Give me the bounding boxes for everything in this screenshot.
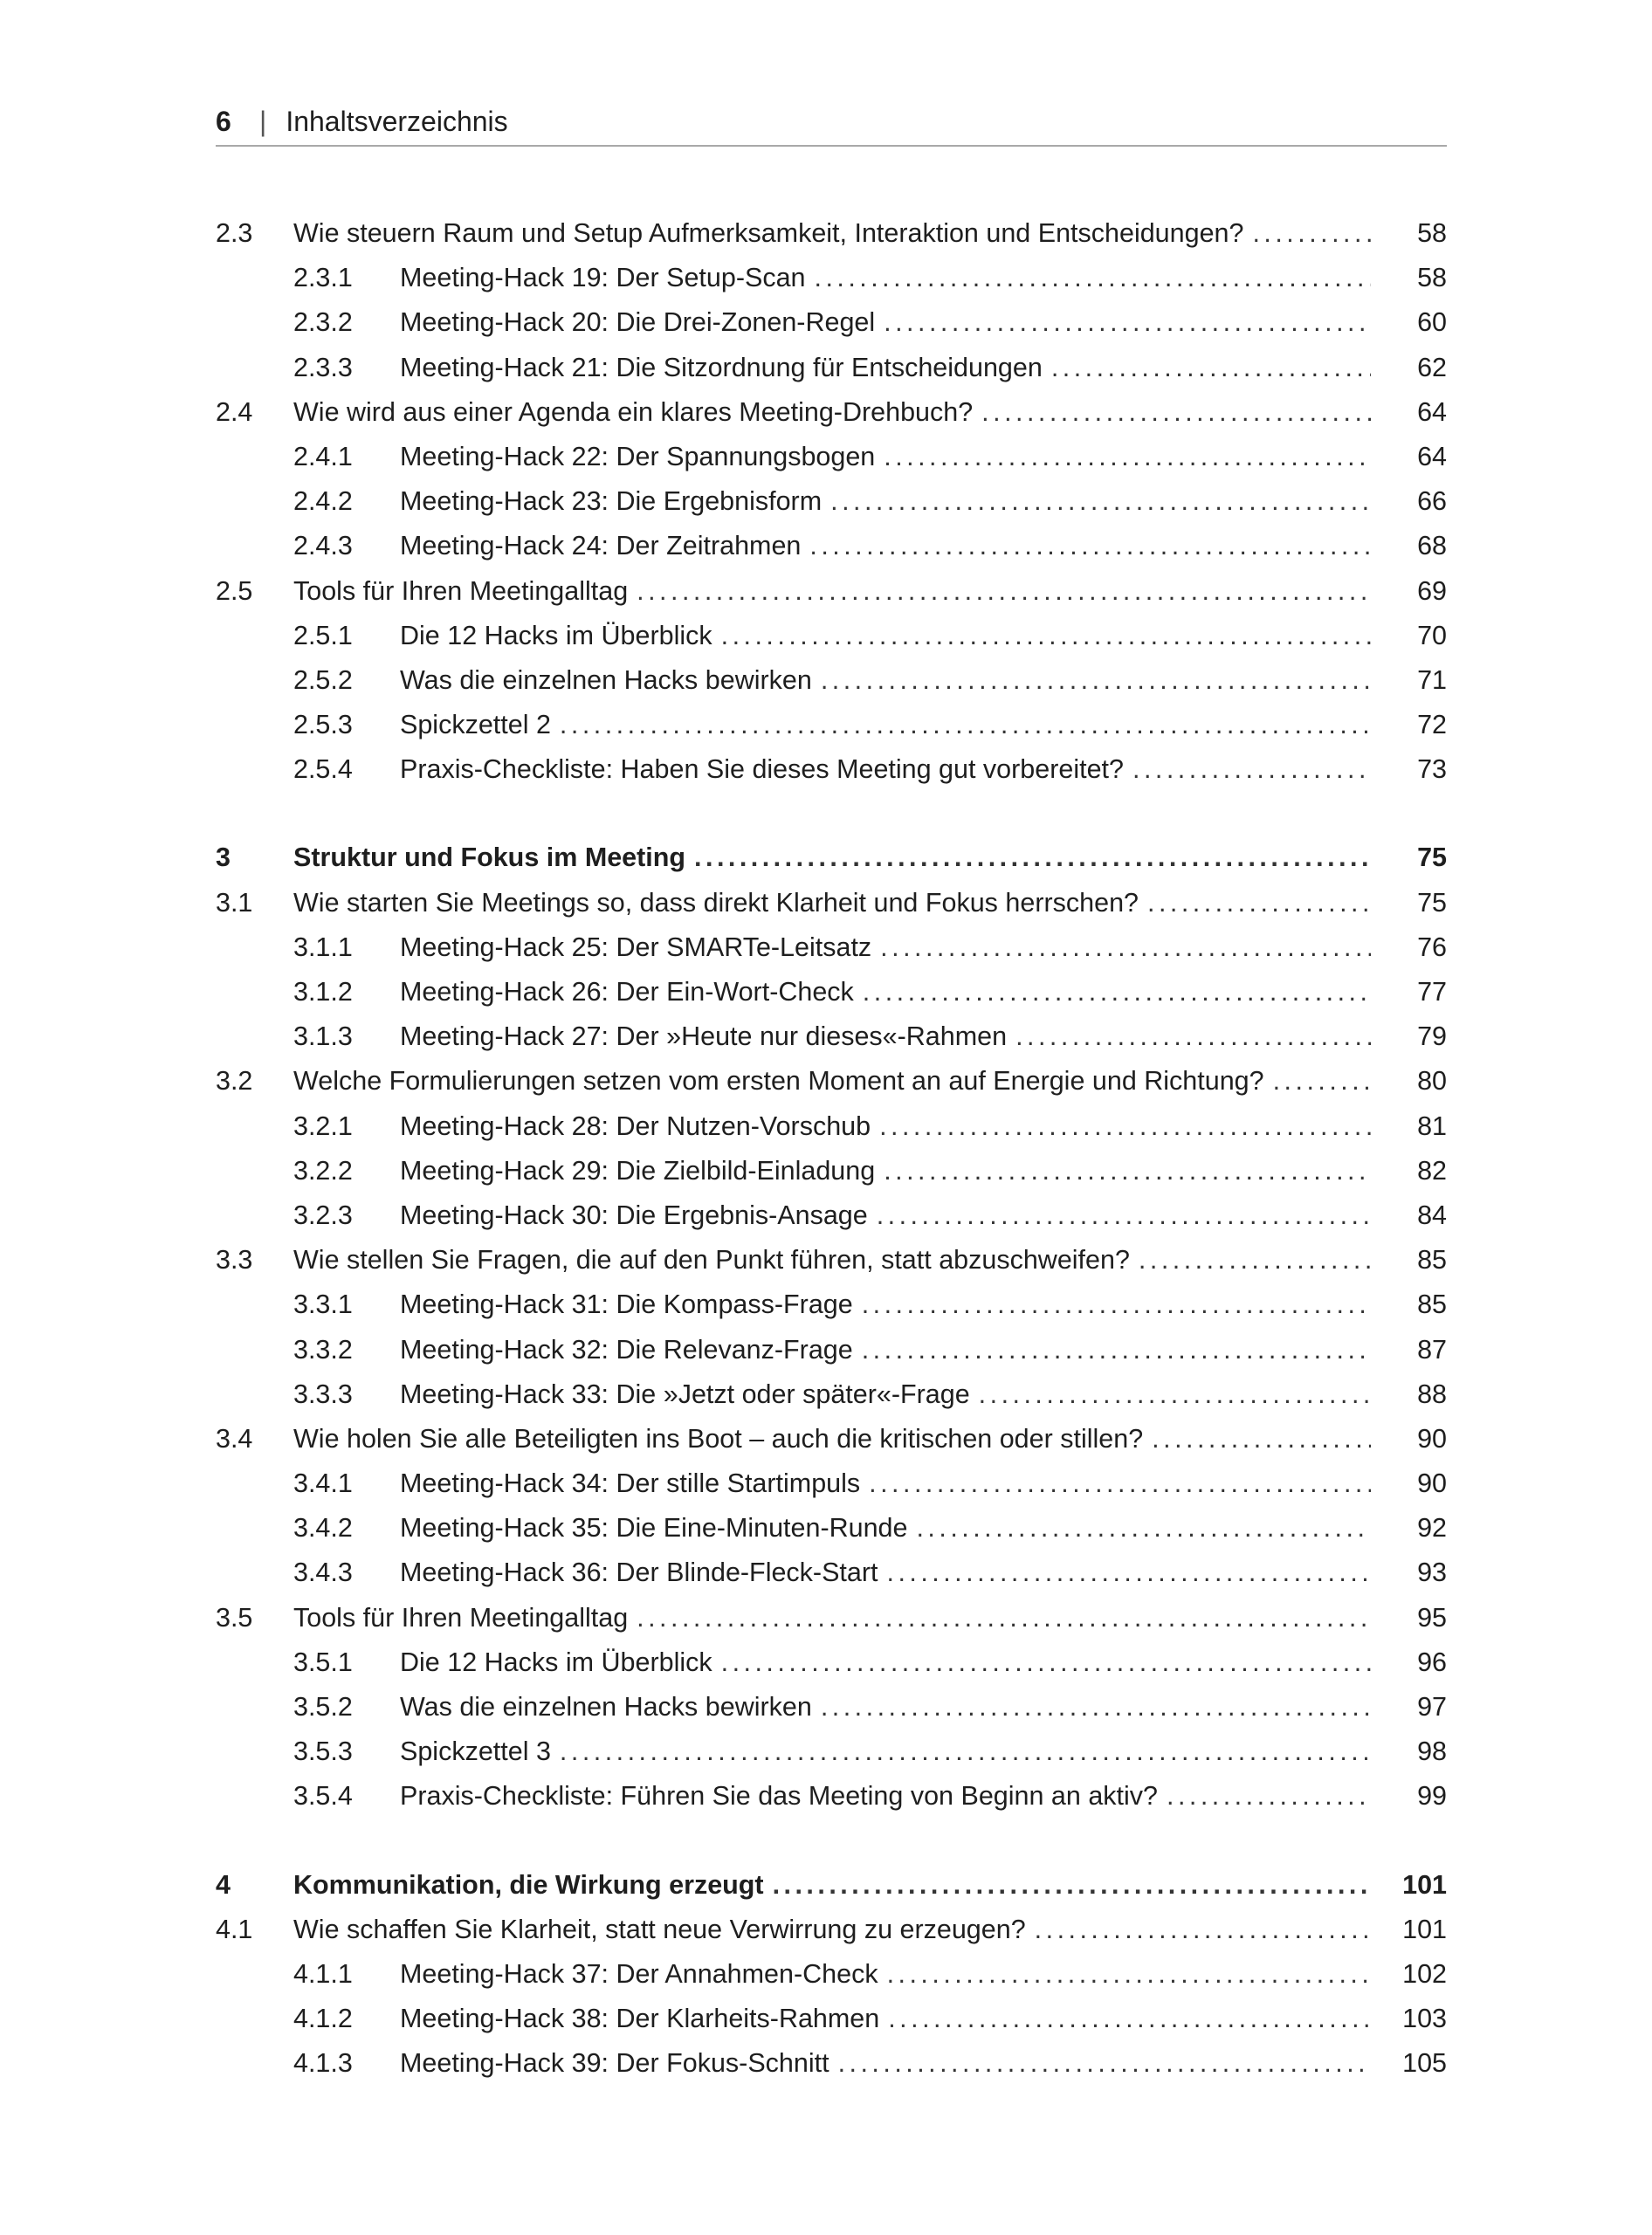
toc-entry[interactable]	[0, 1908, 1652, 1952]
toc-entry-page: 58	[1417, 218, 1447, 248]
toc-entry-page: 101	[1402, 1914, 1447, 1944]
toc-entry-number: 3.3.1	[293, 1289, 353, 1320]
toc-entry-number: 3.3.3	[293, 1379, 353, 1409]
dot-leader	[979, 1379, 1371, 1410]
toc-entry[interactable]	[0, 1774, 1652, 1819]
toc-entry-number: 4.1.1	[293, 1958, 353, 1989]
toc-entry[interactable]	[0, 435, 1652, 479]
toc-entry-number: 3.1	[216, 887, 253, 918]
dot-leader	[1139, 1245, 1371, 1276]
toc-entry-title-line	[400, 754, 1371, 785]
toc-entry-title: Meeting-Hack 38: Der Klarheits-Rahmen	[400, 2004, 880, 2034]
toc-entry-page: 99	[1417, 1781, 1447, 1812]
toc-entry[interactable]	[0, 346, 1652, 390]
dot-leader	[916, 1513, 1371, 1544]
toc-entry-page: 64	[1417, 441, 1447, 471]
toc-entry[interactable]	[0, 2041, 1652, 2086]
toc-entry-title-line	[400, 1111, 1371, 1142]
dot-leader	[1167, 1781, 1371, 1812]
dot-leader	[721, 1647, 1371, 1678]
toc-entry-title-line	[293, 1066, 1371, 1097]
toc-entry-title: Meeting-Hack 35: Die Eine-Minuten-Runde	[400, 1513, 908, 1544]
toc-entry[interactable]	[0, 1283, 1652, 1327]
toc-entry[interactable]	[0, 1640, 1652, 1685]
toc-entry-number: 2.3.1	[293, 263, 353, 293]
toc-entry-page: 73	[1417, 754, 1447, 785]
toc-entry-title-line	[400, 1156, 1371, 1186]
dot-leader	[981, 397, 1371, 428]
toc-entry-title-line	[400, 1647, 1371, 1678]
toc-entry-title-line	[400, 486, 1371, 517]
toc-entry-number: 2.5.3	[293, 710, 353, 740]
toc-entry-page: 82	[1417, 1155, 1447, 1186]
toc-entry-title-line	[400, 665, 1371, 696]
toc-entry-title-line	[400, 1379, 1371, 1410]
toc-entry-number: 2.5.2	[293, 664, 353, 695]
toc-entry-title: Meeting-Hack 24: Der Zeitrahmen	[400, 531, 802, 561]
dot-leader	[863, 977, 1371, 1007]
toc-entry[interactable]	[0, 256, 1652, 300]
toc-entry-title: Meeting-Hack 20: Die Drei-Zonen-Regel	[400, 307, 876, 338]
toc-entry-title-line	[293, 1915, 1371, 1945]
dot-leader	[884, 307, 1371, 338]
table-of-contents	[0, 211, 1652, 2087]
dot-leader	[721, 621, 1371, 651]
toc-entry-number: 2.4.3	[293, 531, 353, 561]
toc-entry-page: 85	[1417, 1289, 1447, 1320]
dot-leader	[809, 531, 1371, 561]
toc-entry-number: 3.3	[216, 1245, 253, 1276]
toc-entry-page: 81	[1417, 1111, 1447, 1141]
toc-entry-page: 80	[1417, 1066, 1447, 1097]
toc-entry[interactable]	[0, 211, 1652, 256]
toc-entry[interactable]	[0, 1417, 1652, 1461]
toc-entry-number: 3.5.3	[293, 1736, 353, 1767]
dot-leader	[1252, 218, 1371, 249]
toc-entry[interactable]	[0, 1104, 1652, 1149]
dot-leader	[884, 442, 1371, 472]
toc-entry-title: Praxis-Checkliste: Führen Sie das Meeting von Beginn an aktiv?	[400, 1781, 1158, 1812]
toc-entry-title-line	[293, 576, 1371, 607]
toc-entry-title: Meeting-Hack 30: Die Ergebnis-Ansage	[400, 1200, 868, 1230]
toc-entry[interactable]	[0, 614, 1652, 658]
toc-entry-title: Was die einzelnen Hacks bewirken	[400, 664, 812, 695]
toc-entry-page: 88	[1417, 1379, 1447, 1409]
toc-entry[interactable]	[0, 658, 1652, 703]
toc-entry[interactable]	[0, 1238, 1652, 1283]
toc-entry-page: 98	[1417, 1736, 1447, 1767]
running-header	[216, 98, 1447, 147]
toc-entry-title: Meeting-Hack 28: Der Nutzen-Vorschub	[400, 1111, 871, 1141]
toc-entry-page: 75	[1417, 887, 1447, 918]
toc-entry-page: 90	[1417, 1423, 1447, 1454]
toc-entry-page: 90	[1417, 1468, 1447, 1499]
dot-leader	[1015, 1021, 1371, 1052]
toc-entry-title: Die 12 Hacks im Überblick	[400, 620, 712, 650]
toc-entry-number: 3.2.3	[293, 1200, 353, 1230]
toc-entry-number: 3.1.3	[293, 1021, 353, 1052]
dot-leader	[560, 1736, 1371, 1767]
toc-entry-page: 95	[1417, 1602, 1447, 1633]
dot-leader	[838, 2048, 1371, 2079]
toc-entry-number: 3.4	[216, 1423, 253, 1454]
dot-leader	[637, 1603, 1371, 1633]
toc-entry-page: 76	[1417, 932, 1447, 962]
toc-entry[interactable]	[0, 747, 1652, 792]
toc-entry-title: Meeting-Hack 22: Der Spannungsbogen	[400, 441, 876, 471]
toc-entry-page: 103	[1402, 2004, 1447, 2034]
toc-entry-number: 2.3.2	[293, 307, 353, 338]
toc-entry-title: Meeting-Hack 23: Die Ergebnisform	[400, 486, 823, 517]
dot-leader	[560, 710, 1371, 740]
toc-entry-page: 87	[1417, 1334, 1447, 1365]
dot-leader	[862, 1289, 1371, 1320]
toc-entry-number: 3.5.2	[293, 1692, 353, 1722]
toc-entry-page: 75	[1417, 842, 1447, 873]
toc-entry-title-line	[400, 263, 1371, 293]
dot-leader	[862, 1335, 1371, 1365]
toc-entry-title-line	[400, 1692, 1371, 1723]
toc-entry[interactable]	[0, 881, 1652, 925]
toc-entry[interactable]	[0, 1506, 1652, 1551]
toc-entry-title: Tools für Ihren Meetingalltag	[293, 1602, 629, 1633]
toc-entry-title: Kommunikation, die Wirkung erzeugt	[293, 1869, 764, 1900]
dot-leader	[884, 1156, 1371, 1186]
toc-entry-title: Meeting-Hack 19: Der Setup-Scan	[400, 263, 806, 293]
toc-entry[interactable]	[0, 970, 1652, 1014]
toc-entry-title: Meeting-Hack 33: Die »Jetzt oder später«-Frage	[400, 1379, 970, 1409]
toc-entry-title-line	[400, 710, 1371, 740]
toc-entry-number: 3.2	[216, 1066, 253, 1097]
toc-entry-title: Wie starten Sie Meetings so, dass direkt Klarheit und Fokus herrschen?	[293, 887, 1139, 918]
toc-entry-page: 96	[1417, 1647, 1447, 1677]
toc-entry-title-line	[293, 842, 1371, 873]
toc-entry-title-line	[400, 307, 1371, 338]
dot-leader	[877, 1200, 1371, 1231]
dot-leader	[879, 1111, 1371, 1142]
toc-entry-title-line	[400, 1558, 1371, 1588]
toc-entry-number: 2.3	[216, 218, 253, 248]
toc-entry-title-line	[400, 1513, 1371, 1544]
toc-entry-number: 2.4.1	[293, 441, 353, 471]
toc-entry-number: 4.1.2	[293, 2004, 353, 2034]
toc-entry-title-line	[293, 1424, 1371, 1454]
toc-entry-page: 64	[1417, 396, 1447, 427]
toc-entry-number: 2.5.4	[293, 754, 353, 785]
header-separator: |	[259, 105, 267, 137]
section-gap	[0, 792, 1652, 836]
toc-entry[interactable]	[0, 1328, 1652, 1372]
dot-leader	[887, 1558, 1372, 1588]
toc-entry-title-line	[293, 1870, 1371, 1901]
toc-entry-title-line	[400, 621, 1371, 651]
toc-entry-page: 71	[1417, 664, 1447, 695]
toc-entry[interactable]	[0, 1059, 1652, 1104]
dot-leader	[773, 1870, 1371, 1901]
toc-entry-number: 4	[216, 1869, 231, 1900]
toc-entry-page: 69	[1417, 575, 1447, 606]
toc-entry-number: 3.4.1	[293, 1468, 353, 1499]
dot-leader	[821, 1692, 1371, 1723]
toc-entry-number: 3.5.1	[293, 1647, 353, 1677]
toc-entry-title: Meeting-Hack 37: Der Annahmen-Check	[400, 1958, 878, 1989]
toc-entry[interactable]	[0, 1193, 1652, 1238]
dot-leader	[1273, 1066, 1371, 1097]
toc-entry-title-line	[400, 1335, 1371, 1365]
toc-entry-number: 2.3.3	[293, 352, 353, 382]
toc-entry-title-line	[400, 1021, 1371, 1052]
dot-leader	[830, 486, 1371, 517]
dot-leader	[1035, 1915, 1371, 1945]
toc-entry-page: 92	[1417, 1513, 1447, 1544]
dot-leader	[821, 665, 1371, 696]
toc-entry[interactable]	[0, 1014, 1652, 1059]
toc-entry-title-line	[293, 1603, 1371, 1633]
toc-entry-title: Meeting-Hack 25: Der SMARTe-Leitsatz	[400, 932, 872, 962]
toc-entry-number: 4.1.3	[293, 2048, 353, 2079]
toc-entry-title-line	[400, 1736, 1371, 1767]
toc-entry-number: 3	[216, 842, 231, 873]
toc-entry-page: 60	[1417, 307, 1447, 338]
toc-entry-title-line	[293, 218, 1371, 249]
toc-entry-title-line	[400, 442, 1371, 472]
toc-entry[interactable]	[0, 1149, 1652, 1193]
toc-entry-title: Wie schaffen Sie Klarheit, statt neue Verwirrung zu erzeugen?	[293, 1914, 1026, 1944]
toc-entry-title-line	[400, 977, 1371, 1007]
toc-entry-page: 68	[1417, 531, 1447, 561]
toc-entry-title: Meeting-Hack 34: Der stille Startimpuls	[400, 1468, 861, 1499]
toc-entry-title-line	[293, 397, 1371, 428]
toc-entry-title: Struktur und Fokus im Meeting	[293, 842, 686, 873]
toc-entry-title: Die 12 Hacks im Überblick	[400, 1647, 712, 1677]
toc-entry-title-line	[400, 1959, 1371, 1990]
toc-entry-page: 84	[1417, 1200, 1447, 1230]
toc-entry-title: Spickzettel 3	[400, 1736, 551, 1767]
toc-entry-number: 2.4	[216, 396, 253, 427]
toc-entry-title: Meeting-Hack 36: Der Blinde-Fleck-Start	[400, 1558, 878, 1588]
toc-entry-title: Welche Formulierungen setzen vom ersten Moment an auf Energie und Richtung?	[293, 1066, 1264, 1097]
toc-entry-number: 3.5	[216, 1602, 253, 1633]
toc-entry-title: Meeting-Hack 31: Die Kompass-Frage	[400, 1289, 853, 1320]
toc-entry-number: 3.2.1	[293, 1111, 353, 1141]
toc-entry-page: 58	[1417, 263, 1447, 293]
toc-entry-title: Meeting-Hack 21: Die Sitzordnung für Entscheidungen	[400, 352, 1043, 382]
toc-entry-page: 97	[1417, 1692, 1447, 1722]
toc-entry[interactable]	[0, 1863, 1652, 1908]
toc-entry-title-line	[400, 932, 1371, 963]
toc-entry-title: Spickzettel 2	[400, 710, 551, 740]
toc-entry[interactable]	[0, 1997, 1652, 2041]
toc-entry-title-line	[400, 2048, 1371, 2079]
dot-leader	[637, 576, 1371, 607]
toc-entry-number: 3.3.2	[293, 1334, 353, 1365]
toc-entry-page: 77	[1417, 977, 1447, 1007]
toc-entry[interactable]	[0, 925, 1652, 970]
toc-entry[interactable]	[0, 1461, 1652, 1506]
toc-entry-title: Wie holen Sie alle Beteiligten ins Boot – auch die kritischen oder stillen?	[293, 1423, 1144, 1454]
toc-entry-number: 3.1.1	[293, 932, 353, 962]
toc-entry[interactable]	[0, 1372, 1652, 1417]
toc-entry-number: 3.4.2	[293, 1513, 353, 1544]
toc-entry[interactable]	[0, 1730, 1652, 1774]
page-number: 6	[216, 105, 231, 137]
toc-entry-title: Praxis-Checkliste: Haben Sie dieses Meeting gut vorbereitet?	[400, 754, 1124, 785]
toc-entry-page: 72	[1417, 710, 1447, 740]
toc-entry-title-line	[293, 1245, 1371, 1276]
toc-entry-title: Wie steuern Raum und Setup Aufmerksamkeit, Interaktion und Entscheidungen?	[293, 218, 1244, 248]
toc-entry-number: 2.4.2	[293, 486, 353, 517]
toc-entry[interactable]	[0, 703, 1652, 747]
section-gap	[0, 1819, 1652, 1863]
toc-entry[interactable]	[0, 479, 1652, 524]
toc-entry-title-line	[400, 531, 1371, 561]
toc-entry-page: 101	[1402, 1869, 1447, 1900]
dot-leader	[887, 1959, 1371, 1990]
toc-entry-page: 102	[1402, 1958, 1447, 1989]
toc-entry[interactable]	[0, 300, 1652, 345]
toc-entry-title: Wie stellen Sie Fragen, die auf den Punkt führen, statt abzuschweifen?	[293, 1245, 1130, 1276]
toc-entry-title: Meeting-Hack 29: Die Zielbild-Einladung	[400, 1155, 876, 1186]
toc-entry-number: 4.1	[216, 1914, 253, 1944]
toc-entry-number: 3.1.2	[293, 977, 353, 1007]
toc-entry-title-line	[400, 1468, 1371, 1499]
toc-entry-page: 93	[1417, 1558, 1447, 1588]
toc-entry-page: 66	[1417, 486, 1447, 517]
toc-entry-title-line	[400, 1200, 1371, 1231]
toc-entry-number: 2.5.1	[293, 620, 353, 650]
toc-entry-page: 105	[1402, 2048, 1447, 2079]
dot-leader	[1147, 888, 1371, 918]
toc-entry-title: Meeting-Hack 27: Der »Heute nur dieses«-Rahmen	[400, 1021, 1008, 1052]
toc-entry-title: Was die einzelnen Hacks bewirken	[400, 1692, 812, 1722]
toc-entry[interactable]	[0, 390, 1652, 435]
toc-entry-title-line	[400, 353, 1371, 383]
toc-entry-page: 79	[1417, 1021, 1447, 1052]
toc-entry-title: Meeting-Hack 39: Der Fokus-Schnitt	[400, 2048, 829, 2079]
dot-leader	[880, 932, 1371, 963]
toc-entry-title: Wie wird aus einer Agenda ein klares Meeting-Drehbuch?	[293, 396, 974, 427]
dot-leader	[869, 1468, 1371, 1499]
toc-entry-title: Tools für Ihren Meetingalltag	[293, 575, 629, 606]
dot-leader	[694, 842, 1371, 873]
toc-entry-title: Meeting-Hack 26: Der Ein-Wort-Check	[400, 977, 854, 1007]
toc-entry[interactable]	[0, 1685, 1652, 1730]
toc-entry[interactable]	[0, 1952, 1652, 1997]
toc-entry[interactable]	[0, 836, 1652, 880]
dot-leader	[815, 263, 1372, 293]
toc-entry-number: 3.5.4	[293, 1781, 353, 1812]
dot-leader	[1051, 353, 1371, 383]
dot-leader	[1152, 1424, 1371, 1454]
header-title: Inhaltsverzeichnis	[286, 105, 508, 137]
dot-leader	[1132, 754, 1371, 785]
toc-entry-title-line	[400, 1781, 1371, 1812]
toc-entry-number: 3.2.2	[293, 1155, 353, 1186]
toc-entry[interactable]	[0, 524, 1652, 568]
toc-entry-number: 3.4.3	[293, 1558, 353, 1588]
toc-entry-title-line	[400, 2004, 1371, 2034]
toc-entry[interactable]	[0, 569, 1652, 614]
toc-entry-title: Meeting-Hack 32: Die Relevanz-Frage	[400, 1334, 853, 1365]
toc-entry[interactable]	[0, 1551, 1652, 1595]
toc-entry-number: 2.5	[216, 575, 253, 606]
toc-entry-page: 62	[1417, 352, 1447, 382]
toc-entry[interactable]	[0, 1596, 1652, 1640]
toc-entry-page: 85	[1417, 1245, 1447, 1276]
dot-leader	[888, 2004, 1371, 2034]
toc-entry-page: 70	[1417, 620, 1447, 650]
toc-entry-title-line	[293, 888, 1371, 918]
toc-entry-title-line	[400, 1289, 1371, 1320]
